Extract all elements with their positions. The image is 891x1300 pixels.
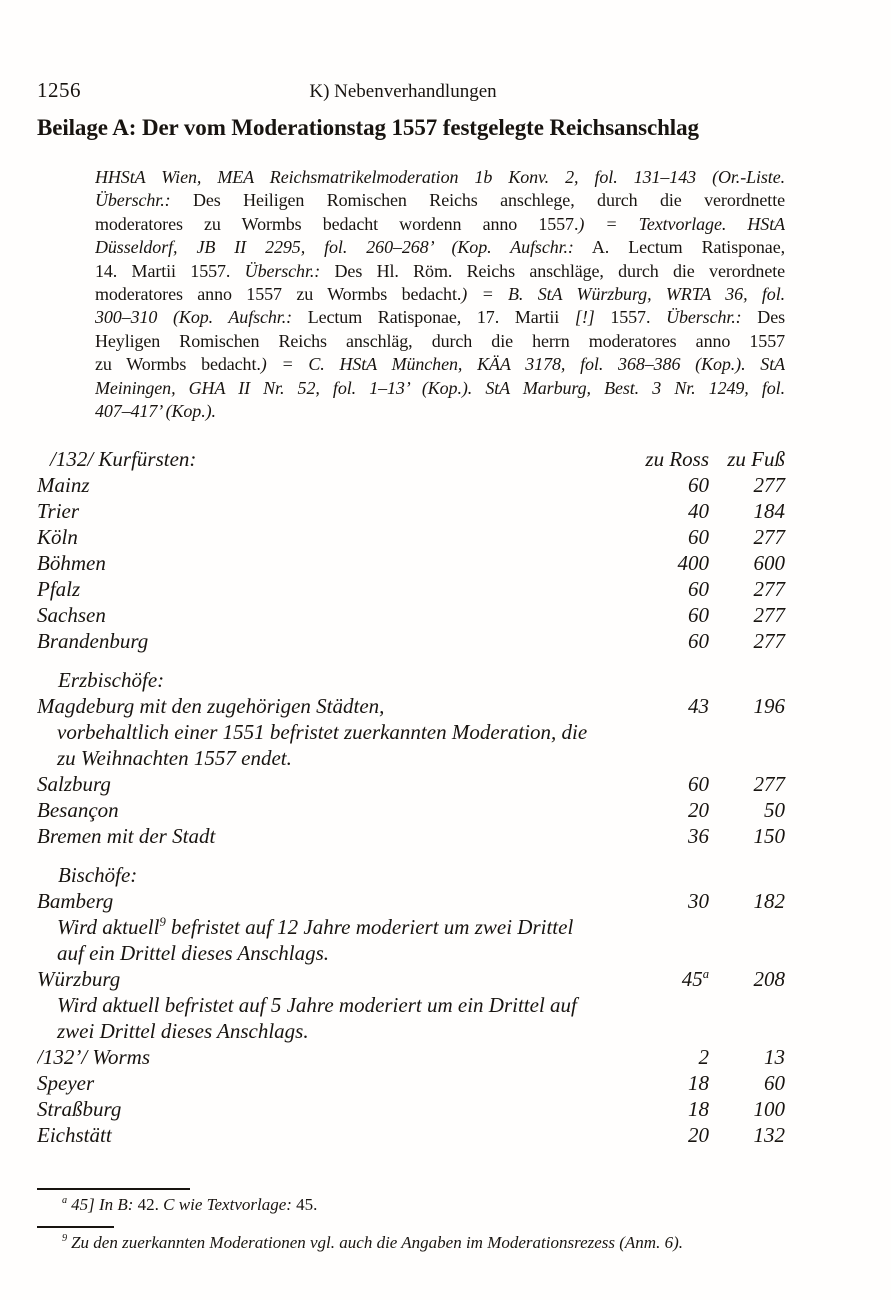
zu-ross-value: 18: [688, 1097, 709, 1121]
text-run: ) = Textvorlage. HStA: [578, 213, 785, 234]
text-run: Wird aktuell: [57, 915, 160, 939]
footnote-ref-a: a: [702, 967, 709, 981]
citation-line: [95, 306, 785, 329]
note-line: [37, 992, 785, 1018]
zu-ross-value: 43: [688, 694, 709, 718]
table-row: [37, 940, 785, 966]
text-run: zwei Drittel dieses Anschlags.: [57, 1019, 309, 1043]
row-label: Böhmen: [37, 551, 106, 575]
zu-fuss-value: 184: [753, 499, 785, 523]
table-row: [37, 719, 785, 745]
zu-ross-value: 2: [698, 1045, 709, 1069]
row-label: Würzburg: [37, 967, 121, 991]
row-label: Trier: [37, 499, 80, 523]
text-run: Überschr.:: [95, 190, 171, 211]
column-header-zu-fuss: zu Fuß: [727, 447, 785, 471]
row-label: Köln: [37, 525, 78, 549]
text-run: 45] In B:: [71, 1195, 138, 1214]
zu-fuss-value: 277: [753, 473, 785, 497]
text-run: Düsseldorf, JB II 2295, fol. 260–268’ (Kop. Aufschr.:: [95, 237, 574, 258]
table-row: [37, 888, 785, 914]
table-row: [37, 992, 785, 1018]
text-run: [!]: [574, 307, 595, 328]
zu-ross-value: 60: [688, 525, 709, 549]
row-label: Speyer: [37, 1071, 95, 1095]
table-row: [37, 446, 785, 472]
page-number: 1256: [37, 78, 81, 102]
text-run: auf ein Drittel dieses Anschlags.: [57, 941, 330, 965]
source-citation-block: [95, 166, 785, 423]
citation-line: [95, 400, 785, 423]
note-line: [37, 940, 785, 966]
page-title: Beilage A: Der vom Moderationstag 1557 festgelegte Reichsanschlag: [37, 115, 699, 140]
zu-ross-value: 30: [688, 889, 709, 913]
footnote-ref-9: 9: [159, 915, 166, 929]
citation-line: [95, 377, 785, 400]
row-label: /132’/ Worms: [37, 1045, 150, 1069]
table-row: [37, 472, 785, 498]
zu-ross-value: 400: [677, 551, 709, 575]
section-heading: Bischöfe:: [58, 863, 138, 887]
text-run: 407–417’ (Kop.).: [95, 400, 216, 421]
row-label: Magdeburg mit den zugehörigen Städten,: [37, 694, 385, 718]
text-run: A. Lectum Ratisponae,: [573, 237, 785, 258]
table-row: [37, 966, 785, 992]
table-row: [37, 745, 785, 771]
zu-fuss-value: 208: [753, 967, 785, 991]
table-row: [37, 1018, 785, 1044]
table-row: [37, 862, 785, 888]
zu-fuss-value: 277: [753, 603, 785, 627]
text-run: befristet auf 12 Jahre moderiert um zwei Drittel: [165, 915, 574, 939]
footnote-rule: [37, 1188, 190, 1190]
text-run: moderatores anno 1557 zu Wormbs bedacht.: [95, 283, 462, 304]
table-row: [37, 1122, 785, 1148]
text-run: vorbehaltlich einer 1551 befristet zuerkannten Moderation, die: [57, 720, 588, 744]
text-run: ) = B. StA Würzburg, WRTA 36, fol.: [461, 283, 785, 304]
text-run: C wie Textvorlage:: [163, 1195, 297, 1214]
zu-ross-value: 20: [688, 798, 709, 822]
row-label: Bremen mit der Stadt: [37, 824, 216, 848]
citation-line: [95, 330, 785, 353]
text-run: Des Heiligen Romischen Reichs anschlege, durch die verordnette: [170, 190, 785, 211]
table-row: [37, 550, 785, 576]
row-label: Bamberg: [37, 889, 114, 913]
table-row: [37, 1070, 785, 1096]
text-run: zu Weihnachten 1557 endet.: [57, 746, 292, 770]
note-line: [37, 719, 785, 745]
table-row: [37, 667, 785, 693]
zu-ross-value: 36: [688, 824, 709, 848]
table-row: [37, 771, 785, 797]
text-run: Des: [741, 307, 785, 328]
note-line: [37, 1018, 785, 1044]
citation-line: [95, 236, 785, 259]
text-run: Überschr.:: [666, 307, 742, 328]
running-head: K) Nebenverhandlungen: [309, 81, 497, 102]
zu-fuss-value: 60: [764, 1071, 785, 1095]
section-heading: Erzbischöfe:: [58, 668, 165, 692]
table-row: [37, 524, 785, 550]
zu-ross-value: 18: [688, 1071, 709, 1095]
footnote-marker: a: [62, 1195, 68, 1207]
zu-fuss-value: 50: [764, 798, 785, 822]
zu-ross-value: 60: [688, 577, 709, 601]
zu-ross-value: 20: [688, 1123, 709, 1147]
zu-ross-value: 60: [688, 629, 709, 653]
row-label: Pfalz: [37, 577, 81, 601]
zu-fuss-value: 277: [753, 629, 785, 653]
citation-line: [95, 260, 785, 283]
zu-ross-value: 45$^a$: [681, 967, 709, 991]
footnote: [62, 1232, 782, 1253]
text-run: 45.: [296, 1195, 318, 1214]
text-run: Überschr.:: [244, 260, 321, 281]
zu-fuss-value: 182: [753, 889, 785, 913]
zu-ross-value: 60: [688, 603, 709, 627]
text-run: 1557.: [594, 307, 667, 328]
footnote-rule: [37, 1226, 114, 1228]
table-row: [37, 1096, 785, 1122]
table-row: [37, 797, 785, 823]
citation-line: [95, 283, 785, 306]
zu-fuss-value: 277: [753, 772, 785, 796]
table-row: [37, 693, 785, 719]
row-label: Salzburg: [37, 772, 111, 796]
text-run: Lectum Ratisponae, 17. Martii: [292, 307, 575, 328]
text-run: HHStA Wien, MEA Reichsmatrikelmoderation 1b Konv. 2, fol. 131–143 (Or.-Liste.: [95, 167, 785, 187]
table-row: [37, 1044, 785, 1070]
text-run: zu Wormbs bedacht.: [95, 354, 261, 375]
row-label: Straßburg: [37, 1097, 122, 1121]
anschlag-table: [37, 446, 785, 1148]
footnote: [62, 1194, 782, 1215]
table-row: [37, 914, 785, 940]
citation-line: [95, 213, 785, 236]
page-header: [37, 78, 785, 103]
table-row: [37, 576, 785, 602]
table-row: [37, 628, 785, 654]
text-run: Heyligen Romischen Reichs anschläg, durch die herrn moderatores anno 1557: [95, 330, 785, 351]
table-row: [37, 498, 785, 524]
note-line: [37, 914, 785, 940]
text-run: 14. Martii 1557.: [95, 260, 245, 281]
table-row: [37, 602, 785, 628]
zu-fuss-value: 277: [753, 525, 785, 549]
citation-line: [95, 353, 785, 376]
text-run: Zu den zuerkannten Moderationen vgl. auch die Angaben im Moderationsrezess (Anm. 6).: [71, 1233, 683, 1252]
zu-fuss-value: 277: [753, 577, 785, 601]
text-run: 300–310 (Kop. Aufschr.:: [95, 307, 292, 328]
zu-fuss-value: 13: [764, 1045, 785, 1069]
zu-fuss-value: 196: [753, 694, 785, 718]
zu-ross-value: 40: [688, 499, 709, 523]
zu-ross-value: 60: [688, 772, 709, 796]
citation-line: [95, 189, 785, 212]
note-line: [37, 745, 785, 771]
group-heading: /132/ Kurfürsten:: [50, 447, 197, 471]
zu-fuss-value: 150: [753, 824, 785, 848]
text-run: ) = C. HStA München, KÄA 3178, fol. 368–386 (Kop.). StA: [260, 354, 785, 375]
zu-fuss-value: 132: [753, 1123, 785, 1147]
row-label: Sachsen: [37, 603, 106, 627]
footnote-marker: 9: [62, 1233, 68, 1245]
row-label: Mainz: [37, 473, 90, 497]
text-run: moderatores zu Wormbs bedacht wordenn anno 1557.: [95, 213, 579, 234]
text-run: Wird aktuell befristet auf 5 Jahre moderiert um ein Drittel auf: [57, 993, 577, 1017]
text-run: Meiningen, GHA II Nr. 52, fol. 1–13’ (Kop.). StA Marburg, Best. 3 Nr. 1249, fol.: [95, 377, 785, 398]
text-run: Des Hl. Röm. Reichs anschläge, durch die verordnete: [320, 260, 785, 281]
column-header-zu-ross: zu Ross: [645, 447, 709, 471]
row-label: Besançon: [37, 798, 119, 822]
row-label: Brandenburg: [37, 629, 149, 653]
table-row: [37, 823, 785, 849]
zu-fuss-value: 100: [753, 1097, 785, 1121]
zu-fuss-value: 600: [753, 551, 785, 575]
text-run: 42.: [137, 1195, 164, 1214]
row-label: Eichstätt: [37, 1123, 112, 1147]
zu-ross-value: 60: [688, 473, 709, 497]
citation-line: [95, 166, 785, 189]
